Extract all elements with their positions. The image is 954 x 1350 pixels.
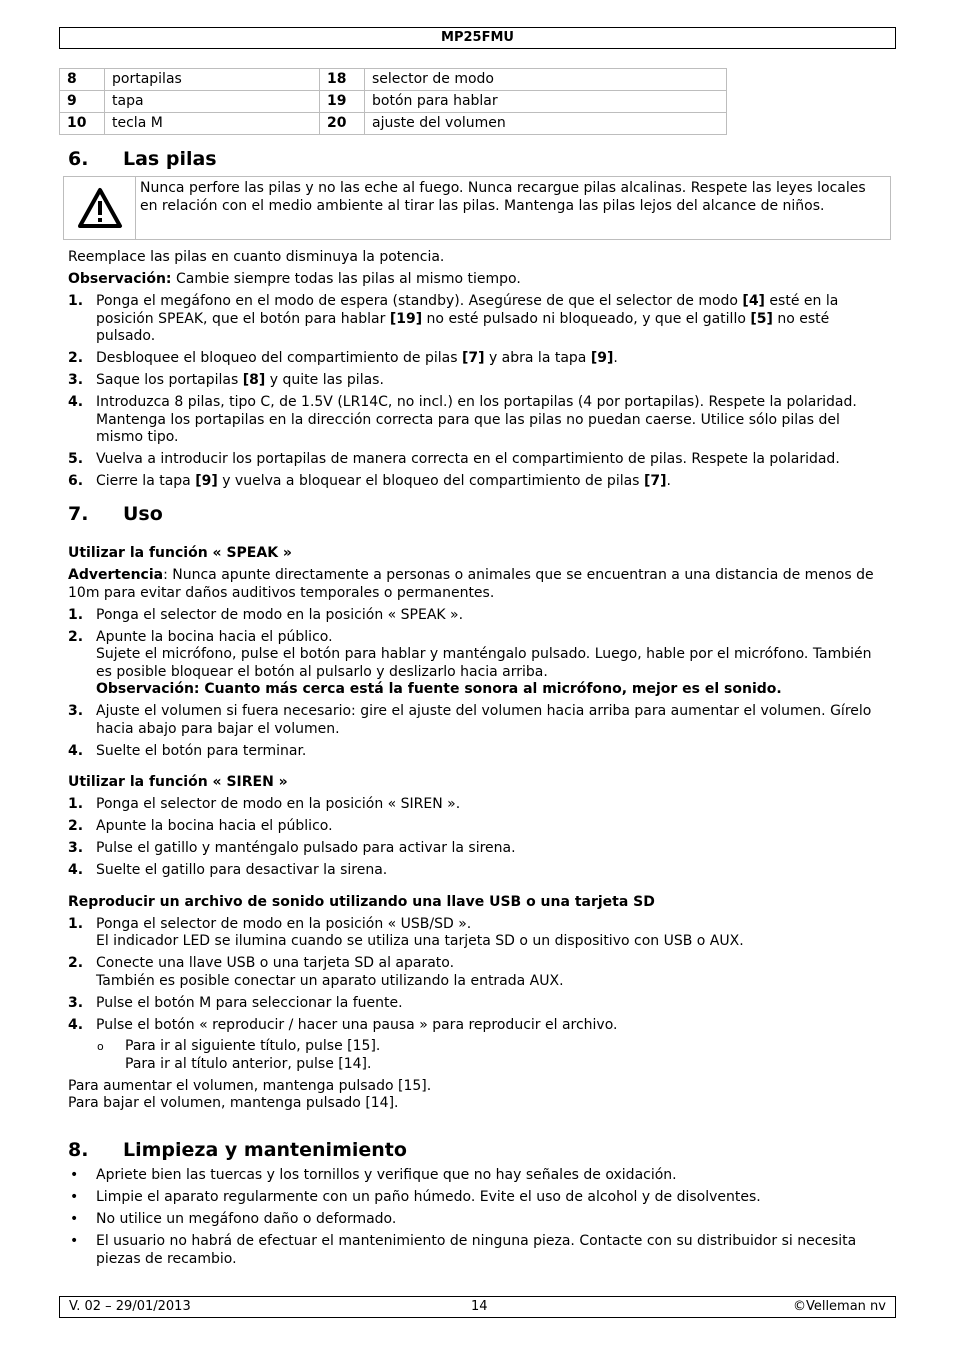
part-ref: [7]	[643, 473, 667, 489]
list-item	[68, 372, 883, 390]
step-text: El indicador LED se ilumina cuando se utiliza una tarjeta SD o un dispositivo con USB o AUX.	[96, 933, 744, 949]
use-section-body	[68, 545, 883, 1113]
table-row	[60, 91, 727, 113]
document-model-title: MP25FMU	[441, 30, 514, 45]
speak-steps-list	[68, 607, 883, 761]
step-text: Cierre la tapa	[96, 473, 196, 489]
list-item	[68, 818, 883, 836]
part-label: tapa	[105, 91, 320, 113]
section-title: Uso	[123, 503, 163, 525]
section-heading-use	[68, 503, 163, 525]
list-item	[68, 473, 883, 491]
section-number: 8.	[68, 1139, 89, 1161]
step-text: También es posible conectar un aparato utilizando la entrada AUX.	[96, 972, 564, 989]
sub-item-text: Para ir al título anterior, pulse [14].	[125, 1055, 372, 1072]
part-label: selector de modo	[365, 69, 727, 91]
bullet-icon: •	[70, 1211, 79, 1227]
step-text: Apunte la bocina hacia el público.	[96, 818, 333, 834]
step-text: Ponga el selector de modo en la posición « SIREN ».	[96, 796, 461, 812]
step-text: y quite las pilas.	[265, 372, 384, 388]
step-number: 5.	[68, 451, 84, 467]
step-number: 1.	[68, 915, 84, 932]
part-number: 19	[320, 91, 365, 113]
list-item	[68, 607, 883, 625]
battery-steps-list	[68, 293, 883, 491]
copyright: ©Velleman nv	[792, 1299, 886, 1314]
list-item	[68, 629, 883, 699]
step-text: y vuelva a bloquear el bloqueo del compartimiento de pilas	[217, 473, 644, 489]
warning-text: Nunca perfore las pilas y no las eche al fuego. Nunca recargue pilas alcalinas. Respete las leyes locales en relación con el medio ambiente al tirar las pilas. Mantenga las pilas lejos del alcance de niños.	[140, 180, 866, 214]
step-number: 4.	[68, 394, 84, 410]
list-item	[68, 955, 883, 990]
bullet-icon: •	[70, 1233, 79, 1249]
warning-triangle-icon	[64, 177, 136, 239]
bullet-icon: •	[70, 1189, 79, 1205]
list-item	[68, 293, 883, 346]
step-text: Pulse el botón M para seleccionar la fuente.	[96, 994, 403, 1011]
list-item	[68, 451, 883, 469]
bullet-text: Apriete bien las tuercas y los tornillos y verifique que no hay señales de oxidación.	[96, 1167, 677, 1183]
version-date: V. 02 – 29/01/2013	[69, 1299, 191, 1314]
step-number: 2.	[68, 818, 84, 834]
bullet-text: Limpie el aparato regularmente con un paño húmedo. Evite el uso de alcohol y de disolventes.	[96, 1189, 761, 1205]
sub-list	[96, 1038, 883, 1073]
step-number: 1.	[68, 606, 84, 623]
bullet-icon: •	[70, 1167, 79, 1183]
list-item	[68, 995, 883, 1013]
list-item	[68, 1233, 883, 1268]
list-item	[68, 394, 883, 447]
list-item	[68, 743, 883, 761]
step-number: 3.	[68, 372, 84, 388]
subheading-speak: Utilizar la función « SPEAK »	[68, 545, 292, 561]
step-text: Suelte el botón para terminar.	[96, 742, 307, 759]
step-number: 6.	[68, 473, 84, 489]
warning-label: Advertencia	[68, 567, 164, 583]
bullet-text: El usuario no habrá de efectuar el mantenimiento de ninguna pieza. Contacte con su distribuidor si necesita piezas de recambio.	[96, 1233, 857, 1267]
list-item	[68, 916, 883, 951]
list-item	[68, 862, 883, 880]
step-number: 2.	[68, 955, 84, 971]
part-ref: [9]	[590, 350, 614, 366]
step-number: 4.	[68, 862, 84, 878]
section-number: 6.	[68, 148, 89, 170]
section-title: Las pilas	[123, 148, 217, 170]
note-label: Observación:	[68, 271, 172, 287]
page-number: 14	[471, 1299, 488, 1314]
part-ref: [5]	[750, 310, 773, 327]
part-ref: [7]	[461, 350, 485, 366]
usb-steps-list	[68, 916, 883, 1074]
step-text: Introduzca 8 pilas, tipo C, de 1.5V (LR14C, no incl.) en los portapilas (4 por portapilas). Respete la polaridad. Mantenga los portapilas en la dirección correcta para que las pilas no puedan caerse. Utilice sólo pilas del mismo tipo.	[96, 394, 857, 445]
step-text: .	[613, 350, 618, 366]
sub-item-text: Para ir al siguiente título, pulse [15].	[125, 1038, 381, 1054]
note-text: Cambie siempre todas las pilas al mismo tiempo.	[171, 271, 521, 287]
step-number: 4.	[68, 742, 84, 759]
step-text: Ponga el selector de modo en la posición « SPEAK ».	[96, 606, 464, 623]
step-text: Vuelva a introducir los portapilas de manera correcta en el compartimiento de pilas. Respete la polaridad.	[96, 451, 840, 467]
part-ref: [19]	[389, 310, 423, 327]
step-text: no esté pulsado.	[96, 310, 830, 344]
list-item	[68, 703, 883, 738]
battery-section-body	[68, 249, 883, 495]
parts-table	[59, 68, 727, 135]
section-number: 7.	[68, 503, 89, 525]
battery-warning-box	[63, 176, 891, 240]
subheading-siren: Utilizar la función « SIREN »	[68, 774, 288, 790]
step-text: Ponga el megáfono en el modo de espera (standby). Asegúrese de que el selector de modo	[96, 293, 743, 309]
section-heading-cleaning	[68, 1139, 407, 1161]
part-number: 20	[320, 113, 365, 135]
part-number: 8	[60, 69, 105, 91]
list-item	[68, 1189, 883, 1207]
step-number: 2.	[68, 350, 84, 366]
list-item	[68, 1211, 883, 1229]
part-label: botón para hablar	[365, 91, 727, 113]
step-text: Pulse el botón « reproducir / hacer una pausa » para reproducir el archivo.	[96, 1016, 618, 1033]
table-row	[60, 113, 727, 135]
table-row	[60, 69, 727, 91]
cleaning-bullet-list	[68, 1167, 883, 1268]
list-item	[68, 1167, 883, 1185]
list-item	[68, 796, 883, 814]
step-text: Saque los portapilas	[96, 372, 243, 388]
part-number: 10	[60, 113, 105, 135]
section-title: Limpieza y mantenimiento	[123, 1139, 407, 1161]
step-number: 1.	[68, 293, 84, 309]
step-text: Ajuste el volumen si fuera necesario: gire el ajuste del volumen hacia arriba para aumentar el volumen. Gírelo hacia abajo para bajar el volumen.	[96, 703, 872, 737]
section-heading-batteries	[68, 148, 217, 170]
subheading-usb: Reproducir un archivo de sonido utilizando una llave USB o una tarjeta SD	[68, 893, 655, 910]
step-text: Desbloquee el bloqueo del compartimiento de pilas	[96, 350, 462, 366]
step-number: 4.	[68, 1016, 84, 1033]
list-item	[68, 840, 883, 858]
page-footer	[59, 1296, 896, 1318]
bullet-text: No utilice un megáfono daño o deformado.	[96, 1211, 397, 1227]
step-number: 3.	[68, 840, 84, 856]
part-number: 9	[60, 91, 105, 113]
cleaning-section-body	[68, 1167, 883, 1273]
paragraph: Reemplace las pilas en cuanto disminuya la potencia.	[68, 249, 445, 265]
step-number: 2.	[68, 628, 84, 645]
step-number: 3.	[68, 994, 84, 1011]
part-label: tecla M	[105, 113, 320, 135]
step-text: .	[666, 473, 671, 489]
step-text: esté en la posición SPEAK, que el botón para hablar	[96, 293, 839, 327]
note-paragraph	[68, 271, 883, 289]
step-text: Ponga el selector de modo en la posición « USB/SD ».	[96, 915, 472, 932]
list-item	[68, 1017, 883, 1074]
part-ref: [8]	[242, 372, 266, 388]
step-note: Observación: Cuanto más cerca está la fuente sonora al micrófono, mejor es el sonido.	[96, 681, 782, 697]
paragraph: Para aumentar el volumen, mantenga pulsado [15].	[68, 1077, 432, 1094]
paragraph: Para bajar el volumen, mantenga pulsado [14].	[68, 1095, 399, 1111]
part-label: ajuste del volumen	[365, 113, 727, 135]
list-item	[68, 350, 883, 368]
speak-warning	[68, 567, 883, 602]
part-number: 18	[320, 69, 365, 91]
part-label: portapilas	[105, 69, 320, 91]
warning-text: : Nunca apunte directamente a personas o animales que se encuentran a una distancia de menos de 10m para evitar daños auditivos temporales o permanentes.	[68, 567, 874, 601]
step-text: Suelte el gatillo para desactivar la sirena.	[96, 862, 388, 878]
step-text: no esté pulsado ni bloqueado, y que el gatillo	[422, 310, 751, 327]
page-header	[59, 27, 896, 49]
part-ref: [4]	[742, 293, 765, 309]
step-text: Sujete el micrófono, pulse el botón para hablar y manténgalo pulsado. Luego, hable por el micrófono. También es posible bloquear el botón al pulsarlo y deslizarlo hacia arriba.	[96, 646, 872, 680]
step-text: Conecte una llave USB o una tarjeta SD al aparato.	[96, 955, 455, 971]
step-text: y abra la tapa	[484, 350, 591, 366]
siren-steps-list	[68, 796, 883, 880]
step-number: 1.	[68, 796, 84, 812]
step-number: 3.	[68, 703, 84, 719]
circle-bullet-icon: o	[97, 1040, 104, 1053]
step-text: Apunte la bocina hacia el público.	[96, 628, 333, 645]
step-text: Pulse el gatillo y manténgalo pulsado para activar la sirena.	[96, 840, 516, 856]
part-ref: [9]	[195, 473, 218, 489]
